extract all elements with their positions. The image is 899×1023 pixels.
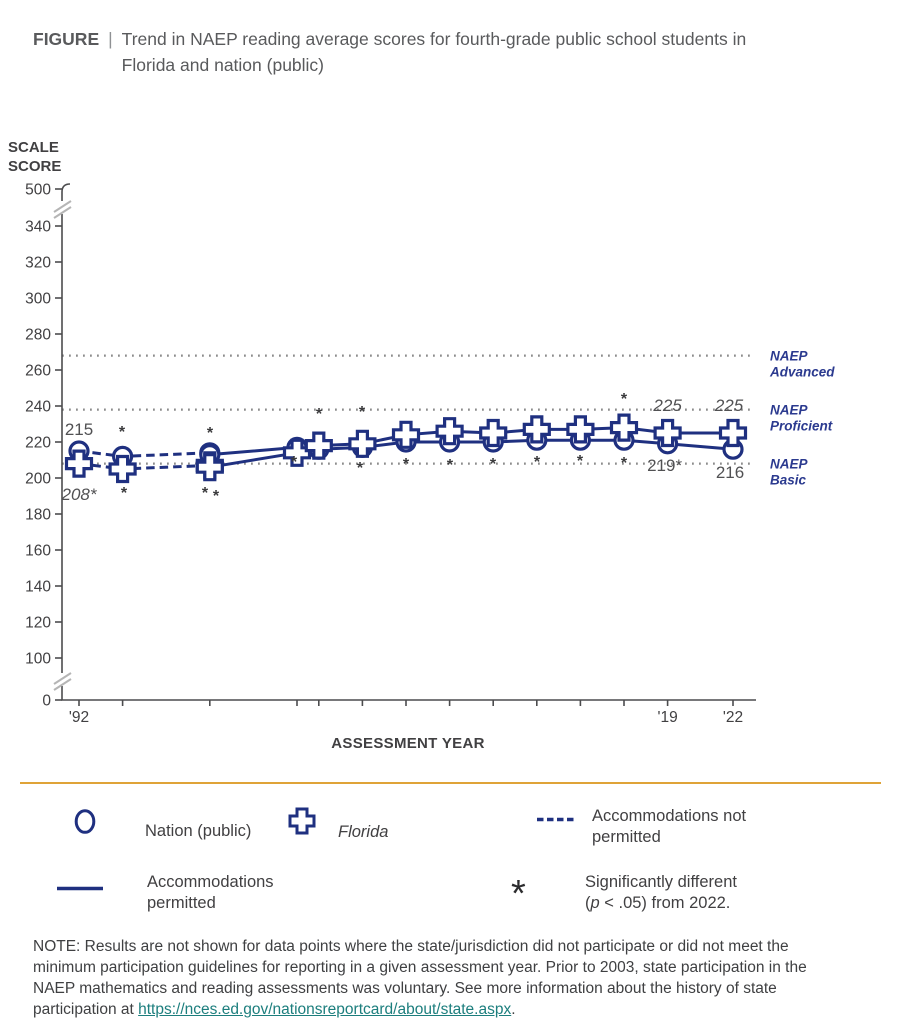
y-tick-label-0: 0: [42, 692, 51, 710]
sig-asterisk: *: [118, 424, 126, 441]
legend-nation-circle-icon: [73, 808, 97, 835]
figure-separator: |: [108, 29, 113, 49]
y-tick-label-500: 500: [25, 181, 51, 199]
sig-asterisk: *: [206, 425, 214, 442]
sig-asterisk: *: [212, 488, 220, 505]
y-tick-label-300: 300: [25, 290, 51, 308]
note-body: NOTE: Results are not shown for data points where the state/jurisdiction did not participate or did not meet the minimum participation guidelines for reporting in a given assessment year. Prior to 2003, state participation in the NAEP mathematics and reading assessments was voluntary. See more information about the history of state participation at: [33, 938, 807, 1018]
sig-asterisk: *: [201, 485, 209, 502]
sig-asterisk: *: [315, 406, 323, 423]
note-text: [33, 936, 845, 1020]
ref-label-naep-proficient: NAEP Proficient: [770, 402, 833, 434]
legend-significance-label: [585, 872, 815, 913]
figure-label: FIGURE: [33, 29, 100, 49]
y-tick-label-260: 260: [25, 362, 51, 380]
y-tick-label-220: 220: [25, 434, 51, 452]
x-tick-label-2022: '22: [722, 709, 744, 726]
legend-accommodations-not-permitted-label: Accommodations not permitted: [592, 807, 747, 846]
legend-dashed-line-icon: [536, 815, 578, 824]
point-label-216: 216: [715, 463, 745, 482]
point-label-225: 225: [653, 396, 682, 415]
point-label-208*: 208*: [61, 485, 97, 504]
y-axis-title: SCALE: [8, 139, 59, 156]
y-tick-label-160: 160: [25, 542, 51, 560]
y-tick-label-340: 340: [25, 218, 51, 236]
legend-florida-label: Florida: [338, 823, 389, 841]
legend-florida-plus-icon: [288, 807, 316, 835]
legend-accommodations-permitted-label: Accommodations permitted: [147, 873, 274, 912]
sig-asterisk: *: [120, 485, 128, 502]
x-tick-label-2019: '19: [657, 709, 678, 726]
legend-nation-label: Nation (public): [145, 822, 252, 840]
legend-divider: [20, 782, 881, 784]
sig-asterisk: *: [620, 455, 628, 472]
marker-florida-2022: [721, 421, 746, 446]
series-line-nation-dashed: [79, 451, 210, 456]
ref-label-naep-advanced: NAEP Advanced: [770, 348, 835, 380]
point-label-219*: 219*: [647, 456, 683, 475]
sig-asterisk: *: [533, 454, 541, 471]
figure-title-text: Trend in NAEP reading average scores for fourth-grade public school students in Florida and nation (public): [121, 29, 747, 75]
y-tick-label-140: 140: [25, 578, 51, 596]
y-tick-label-240: 240: [25, 398, 51, 416]
x-axis-title: ASSESSMENT YEAR: [331, 735, 485, 752]
ref-label-naep-basic: NAEP Basic: [770, 456, 808, 488]
point-label-225: 225: [714, 396, 744, 415]
legend-solid-line-icon: [56, 884, 104, 893]
note-period: .: [511, 1001, 516, 1018]
sig-asterisk: *: [489, 456, 497, 473]
state-participation-link[interactable]: https://nces.ed.gov/nationsreportcard/about/state.aspx: [138, 1001, 512, 1018]
point-label-215: 215: [64, 420, 94, 439]
y-axis-title: SCORE: [8, 158, 62, 175]
legend-sig-line1: Significantly different: [585, 873, 737, 891]
y-tick-label-180: 180: [25, 506, 51, 524]
y-tick-label-280: 280: [25, 326, 51, 344]
legend-sig-line2: (p < .05) from 2022.: [585, 893, 731, 912]
sig-asterisk: *: [356, 460, 364, 477]
legend-asterisk-icon: *: [511, 873, 526, 915]
sig-asterisk: *: [446, 457, 454, 474]
x-tick-label-1992: '92: [68, 709, 90, 726]
sig-asterisk: *: [576, 453, 584, 470]
sig-asterisk: *: [290, 454, 298, 471]
sig-asterisk: *: [402, 456, 410, 473]
y-tick-label-100: 100: [25, 650, 51, 668]
sig-asterisk: *: [620, 391, 628, 408]
y-tick-label-200: 200: [25, 470, 51, 488]
y-tick-label-120: 120: [25, 614, 51, 632]
y-tick-label-320: 320: [25, 254, 51, 272]
sig-asterisk: *: [358, 404, 366, 421]
